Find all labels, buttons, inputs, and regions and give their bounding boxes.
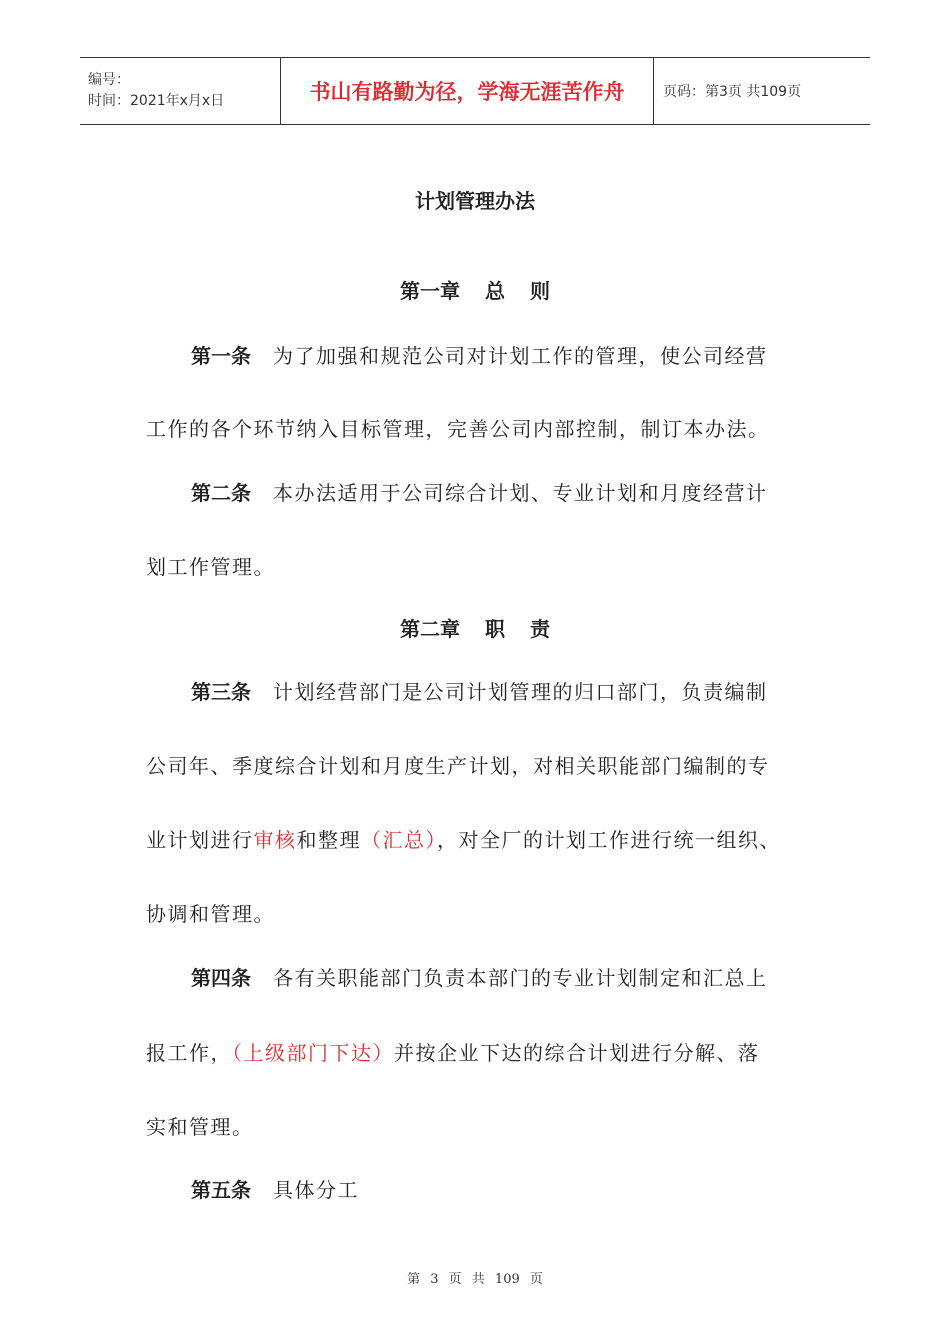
article-4-line-2-part-a: 报工作， (146, 1041, 232, 1065)
number-label: 编号： (88, 72, 130, 88)
article-4-line-1 (191, 962, 768, 991)
article-3-line-3 (146, 824, 781, 853)
article-2-text: 本办法适用于公司综合计划、专业计划和月度经营计 (273, 481, 768, 505)
article-3-label: 第三条 (191, 680, 251, 704)
article-1-text: 为了加强和规范公司对计划工作的管理，使公司经营 (273, 344, 768, 368)
article-5-text: 具体分工 (273, 1178, 359, 1202)
page-title: 计划管理办法 (415, 189, 535, 213)
header-meta (80, 58, 281, 124)
document-header (80, 57, 870, 125)
page-label: 页码：第3页 共109页 (663, 84, 802, 100)
article-3-line-2: 公司年、季度综合计划和月度生产计划，对相关职能部门编制的专 (146, 754, 770, 778)
chapter-2-heading: 第二章 职 责 (400, 617, 550, 641)
article-2-line-1 (191, 477, 768, 506)
motto-text: 书山有路勤为径，学海无涯苦作舟 (309, 80, 625, 104)
article-3-text: 计划经营部门是公司计划管理的归口部门，负责编制 (273, 680, 768, 704)
time-label: 时间：2021年x月x日 (88, 93, 225, 109)
article-3-line-3-part-c: ，对全厂的计划工作进行统一组织、 (437, 828, 781, 852)
article-3-line-3-part-a: 业计划进行 (146, 828, 254, 852)
article-3-line-3-part-b: 和整理 (296, 828, 361, 852)
summary-highlight: （汇总） (361, 828, 437, 852)
article-5-label: 第五条 (191, 1178, 251, 1202)
article-4-line-2 (146, 1037, 760, 1066)
review-highlight: 审核 (253, 828, 297, 852)
article-4-line-3: 实和管理。 (146, 1115, 254, 1139)
article-2-line-2: 划工作管理。 (146, 555, 275, 579)
header-motto (281, 58, 654, 124)
article-3-line-1 (191, 676, 768, 705)
article-2-label: 第二条 (191, 481, 251, 505)
page-footer: 第 3 页 共 109 页 (407, 1272, 543, 1287)
article-1-line-1 (191, 340, 768, 369)
article-4-text: 各有关职能部门负责本部门的专业计划制定和汇总上 (273, 966, 768, 990)
article-5-line-1 (191, 1174, 359, 1203)
article-1-line-2: 工作的各个环节纳入目标管理，完善公司内部控制，制订本办法。 (146, 417, 770, 441)
article-1-label: 第一条 (191, 344, 251, 368)
article-4-line-2-part-b: 并按企业下达的综合计划进行分解、落 (394, 1041, 760, 1065)
article-4-label: 第四条 (191, 966, 251, 990)
article-3-line-4: 协调和管理。 (146, 902, 275, 926)
superior-dept-highlight: （上级部门下达） (232, 1041, 394, 1065)
chapter-1-heading: 第一章 总 则 (400, 279, 550, 303)
header-page-info (654, 58, 870, 124)
